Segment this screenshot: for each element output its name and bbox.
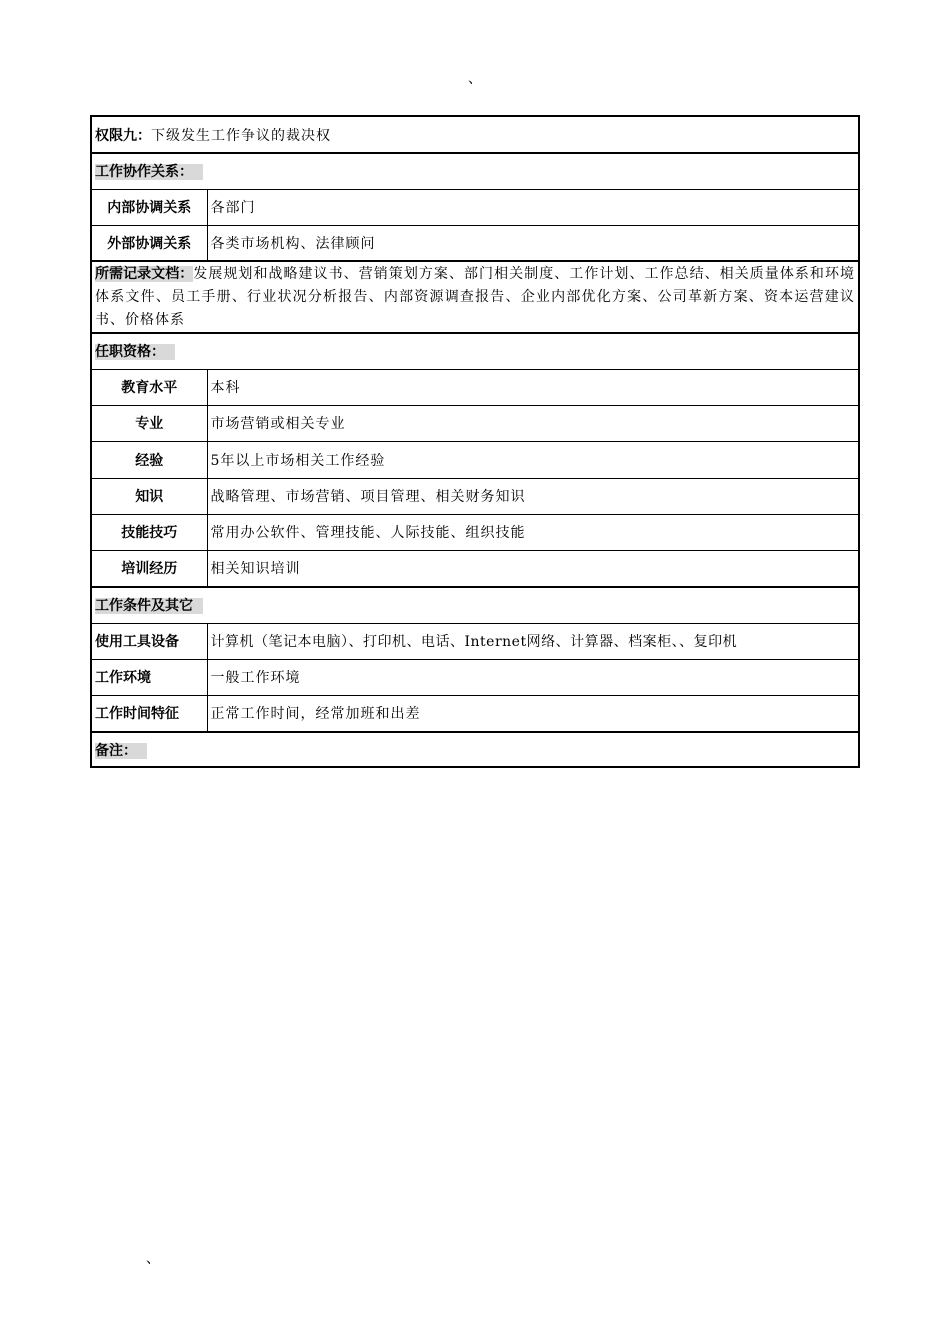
authority-cell xyxy=(91,116,859,153)
records-label: 所需记录文档： xyxy=(95,265,194,282)
cond-label-tools: 使用工具设备 xyxy=(91,623,207,659)
collab-label-external: 外部协调关系 xyxy=(91,225,207,261)
job-description-table xyxy=(90,115,860,768)
notes-label: 备注： xyxy=(95,743,147,759)
qual-row-skills xyxy=(91,514,859,550)
qual-value-knowledge: 战略管理、市场营销、项目管理、相关财务知识 xyxy=(207,478,859,514)
qual-row-knowledge xyxy=(91,478,859,514)
qual-label-training: 培训经历 xyxy=(91,550,207,587)
notes-cell xyxy=(91,732,859,767)
collaboration-heading-row xyxy=(91,153,859,189)
qual-label-experience: 经验 xyxy=(91,441,207,478)
qual-row-major xyxy=(91,405,859,441)
qual-value-experience: 5年以上市场相关工作经验 xyxy=(207,441,859,478)
collab-label-internal: 内部协调关系 xyxy=(91,189,207,225)
qualifications-heading: 任职资格： xyxy=(95,344,175,360)
header-mark: 、 xyxy=(468,71,482,87)
qual-label-education: 教育水平 xyxy=(91,369,207,405)
cond-value-tools: 计算机（笔记本电脑）、打印机、电话、Internet网络、计算器、档案柜、、复印机 xyxy=(207,623,859,659)
records-cell xyxy=(91,261,859,333)
cond-row-environment xyxy=(91,659,859,695)
collaboration-heading: 工作协作关系： xyxy=(95,164,203,180)
cond-label-hours: 工作时间特征 xyxy=(91,695,207,732)
authority-label: 权限九： xyxy=(95,127,151,144)
qual-row-training xyxy=(91,550,859,587)
collab-row-internal xyxy=(91,189,859,225)
qualifications-heading-row xyxy=(91,333,859,369)
collab-value-external: 各类市场机构、法律顾问 xyxy=(207,225,859,261)
cond-row-tools xyxy=(91,623,859,659)
cond-value-environment: 一般工作环境 xyxy=(207,659,859,695)
qual-value-skills: 常用办公软件、管理技能、人际技能、组织技能 xyxy=(207,514,859,550)
qual-value-training: 相关知识培训 xyxy=(207,550,859,587)
footer-mark: 、 xyxy=(146,1251,160,1267)
qual-row-education xyxy=(91,369,859,405)
qual-value-education: 本科 xyxy=(207,369,859,405)
cond-label-environment: 工作环境 xyxy=(91,659,207,695)
cond-value-hours: 正常工作时间，经常加班和出差 xyxy=(207,695,859,732)
qual-label-skills: 技能技巧 xyxy=(91,514,207,550)
qualifications-heading-cell xyxy=(91,333,859,369)
records-row xyxy=(91,261,859,333)
collaboration-heading-cell xyxy=(91,153,859,189)
qual-label-major: 专业 xyxy=(91,405,207,441)
collab-row-external xyxy=(91,225,859,261)
notes-row xyxy=(91,732,859,767)
conditions-heading-cell xyxy=(91,587,859,623)
cond-row-hours xyxy=(91,695,859,732)
records-text: 发展规划和战略建议书、营销策划方案、部门相关制度、工作计划、工作总结、相关质量体系和环境体系文件、员工手册、行业状况分析报告、内部资源调查报告、企业内部优化方案、公司革新方案、资本运营建议书、价格体系 xyxy=(95,265,855,328)
authority-text: 下级发生工作争议的裁决权 xyxy=(151,127,331,144)
qual-value-major: 市场营销或相关专业 xyxy=(207,405,859,441)
conditions-heading: 工作条件及其它 xyxy=(95,598,203,614)
conditions-heading-row xyxy=(91,587,859,623)
qual-row-experience xyxy=(91,441,859,478)
qual-label-knowledge: 知识 xyxy=(91,478,207,514)
collab-value-internal: 各部门 xyxy=(207,189,859,225)
authority-row xyxy=(91,116,859,153)
